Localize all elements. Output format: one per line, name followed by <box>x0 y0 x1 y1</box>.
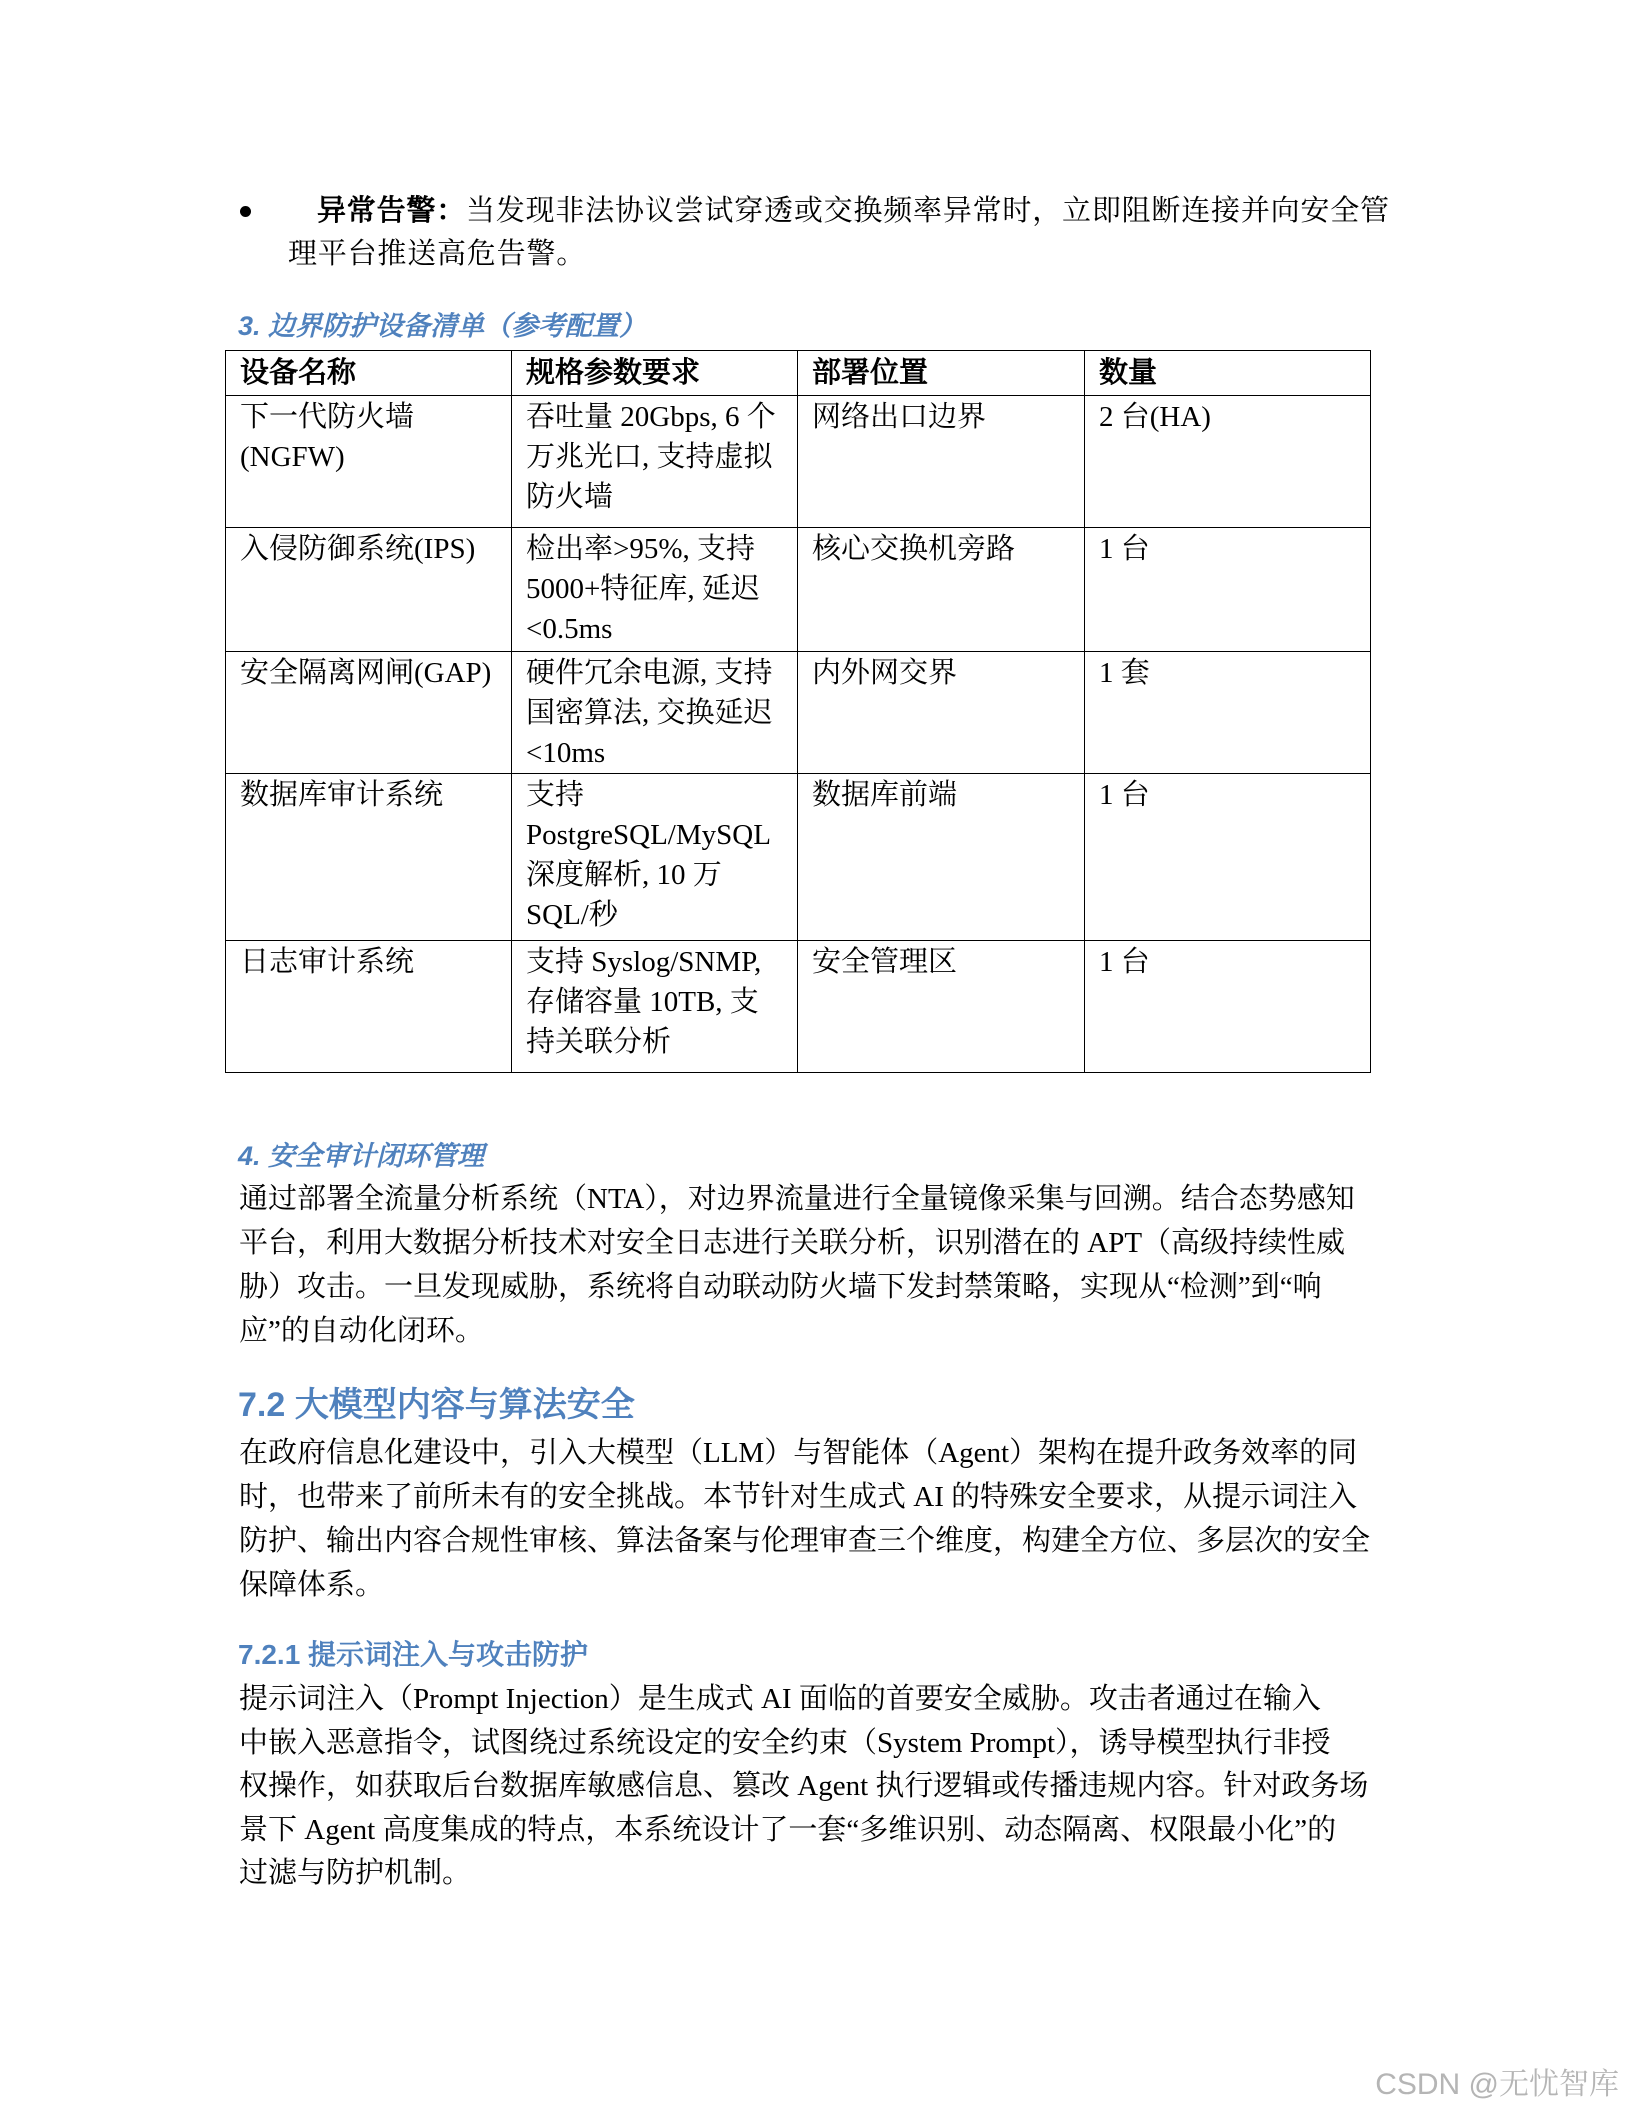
cell-line: 数据库前端 <box>812 779 958 811</box>
table-row <box>226 652 1371 774</box>
cell-line: 入侵防御系统(IPS) <box>240 533 476 565</box>
bullet-line <box>288 190 1390 233</box>
paragraph-line: 应”的自动化闭环。 <box>239 1315 484 1347</box>
cell-line: 日志审计系统 <box>240 946 415 978</box>
paragraph-line: 平台，利用大数据分析技术对安全日志进行关联分析，识别潜在的 APT（高级持续性威 <box>239 1227 1346 1259</box>
cell-line: 5000+特征库, 延迟 <box>526 573 760 605</box>
cell-line: 1 台 <box>1099 779 1150 811</box>
section-heading-prompt-injection: 7.2.1 提示词注入与攻击防护 <box>238 1639 589 1670</box>
table-cell-location <box>798 528 1085 652</box>
cell-line: 支持 Syslog/SNMP, <box>526 946 762 978</box>
paragraph-line: 胁）攻击。一旦发现威胁，系统将自动联动防火墙下发封禁策略，实现从“检测”到“响 <box>239 1271 1322 1303</box>
table-cell-device-name <box>226 774 512 941</box>
cell-line: 防火墙 <box>526 481 614 513</box>
equipment-table <box>225 350 1371 1073</box>
cell-line: 1 台 <box>1099 533 1150 565</box>
cell-line: 内外网交界 <box>812 657 958 689</box>
paragraph-prompt-injection <box>239 1678 1368 1896</box>
table-header-quantity: 数量 <box>1085 351 1371 396</box>
section-heading-equipment-list: 3. 边界防护设备清单（参考配置） <box>238 311 647 341</box>
cell-line: 存储容量 10TB, 支 <box>526 986 759 1018</box>
paragraph-audit-loop <box>239 1177 1355 1353</box>
table-cell-location <box>798 941 1085 1073</box>
table-cell-spec <box>512 774 798 941</box>
table-row <box>226 774 1371 941</box>
table-cell-quantity <box>1085 941 1371 1073</box>
cell-line: 国密算法, 交换延迟 <box>526 697 773 729</box>
cell-line: 1 套 <box>1099 657 1150 689</box>
cell-line: 持关联分析 <box>526 1026 672 1058</box>
cell-line: 硬件冗余电源, 支持 <box>526 657 773 689</box>
cell-line: SQL/秒 <box>526 899 618 931</box>
section-heading-audit-loop: 4. 安全审计闭环管理 <box>238 1141 485 1171</box>
table-cell-quantity <box>1085 652 1371 774</box>
table-cell-spec <box>512 396 798 528</box>
table-cell-quantity <box>1085 774 1371 941</box>
cell-line: 支持 <box>526 779 585 811</box>
cell-line: 万兆光口, 支持虚拟 <box>526 441 773 473</box>
paragraph-line: 提示词注入（Prompt Injection）是生成式 AI 面临的首要安全威胁。攻击者通过在输入 <box>239 1683 1321 1715</box>
cell-line: 数据库审计系统 <box>240 779 444 811</box>
table-cell-location <box>798 652 1085 774</box>
cell-line: 下一代防火墙 <box>240 401 415 433</box>
cell-line: 2 台(HA) <box>1099 401 1211 433</box>
table-row <box>226 528 1371 652</box>
section-heading-llm-security: 7.2 大模型内容与算法安全 <box>238 1386 635 1424</box>
bullet-line: 理平台推送高危告警。 <box>288 238 587 270</box>
table-cell-device-name <box>226 652 512 774</box>
bullet-text: 当发现非法协议尝试穿透或交换频率异常时，立即阻断连接并向安全管 <box>466 195 1390 227</box>
cell-line: PostgreSQL/MySQL <box>526 819 771 851</box>
table-row <box>226 396 1371 528</box>
cell-line: <10ms <box>526 737 606 769</box>
table-row <box>226 941 1371 1073</box>
cell-line: 1 台 <box>1099 946 1150 978</box>
table-header-device-name: 设备名称 <box>226 351 512 396</box>
paragraph-line: 保障体系。 <box>239 1569 385 1601</box>
table-cell-spec <box>512 652 798 774</box>
paragraph-line: 防护、输出内容合规性审核、算法备案与伦理审查三个维度，构建全方位、多层次的安全 <box>239 1525 1371 1557</box>
cell-line: <0.5ms <box>526 613 613 645</box>
paragraph-line: 中嵌入恶意指令，试图绕过系统设定的安全约束（System Prompt），诱导模型执行非授 <box>239 1726 1331 1759</box>
paragraph-llm-security <box>239 1431 1370 1607</box>
table-header-row <box>226 351 1371 396</box>
table-header-spec: 规格参数要求 <box>512 351 798 396</box>
cell-line: 深度解析, 10 万 <box>526 859 722 891</box>
bullet-icon <box>240 206 251 217</box>
bullet-item <box>288 190 1390 276</box>
table-cell-device-name <box>226 941 512 1073</box>
table-cell-spec <box>512 941 798 1073</box>
paragraph-line: 在政府信息化建设中，引入大模型（LLM）与智能体（Agent）架构在提升政务效率的同 <box>239 1437 1358 1469</box>
watermark: CSDN @无忧智库 <box>1375 2068 1619 2101</box>
cell-line: 核心交换机旁路 <box>812 533 1016 565</box>
paragraph-line: 景下 Agent 高度集成的特点，本系统设计了一套“多维识别、动态隔离、权限最小化”的 <box>239 1813 1337 1846</box>
cell-line: 安全管理区 <box>812 946 958 978</box>
table-header-location: 部署位置 <box>798 351 1085 396</box>
paragraph-line: 时，也带来了前所未有的安全挑战。本节针对生成式 AI 的特殊安全要求，从提示词注入 <box>239 1481 1358 1513</box>
cell-line: 检出率>95%, 支持 <box>526 533 756 565</box>
cell-line: (NGFW) <box>240 441 345 473</box>
paragraph-line: 过滤与防护机制。 <box>239 1857 472 1889</box>
table-cell-location <box>798 396 1085 528</box>
table-cell-spec <box>512 528 798 652</box>
paragraph-line: 通过部署全流量分析系统（NTA），对边界流量进行全量镜像采集与回溯。结合态势感知 <box>239 1183 1355 1215</box>
table-cell-device-name <box>226 396 512 528</box>
table-cell-location <box>798 774 1085 941</box>
table-cell-quantity <box>1085 528 1371 652</box>
cell-line: 吞吐量 20Gbps, 6 个 <box>526 401 776 433</box>
bullet-label: 异常告警： <box>317 195 467 227</box>
cell-line: 网络出口边界 <box>812 401 987 433</box>
table-cell-quantity <box>1085 396 1371 528</box>
cell-line: 安全隔离网闸(GAP) <box>240 657 492 689</box>
paragraph-line: 权操作，如获取后台数据库敏感信息、篡改 Agent 执行逻辑或传播违规内容。针对政务场 <box>239 1770 1369 1802</box>
table-cell-device-name <box>226 528 512 652</box>
